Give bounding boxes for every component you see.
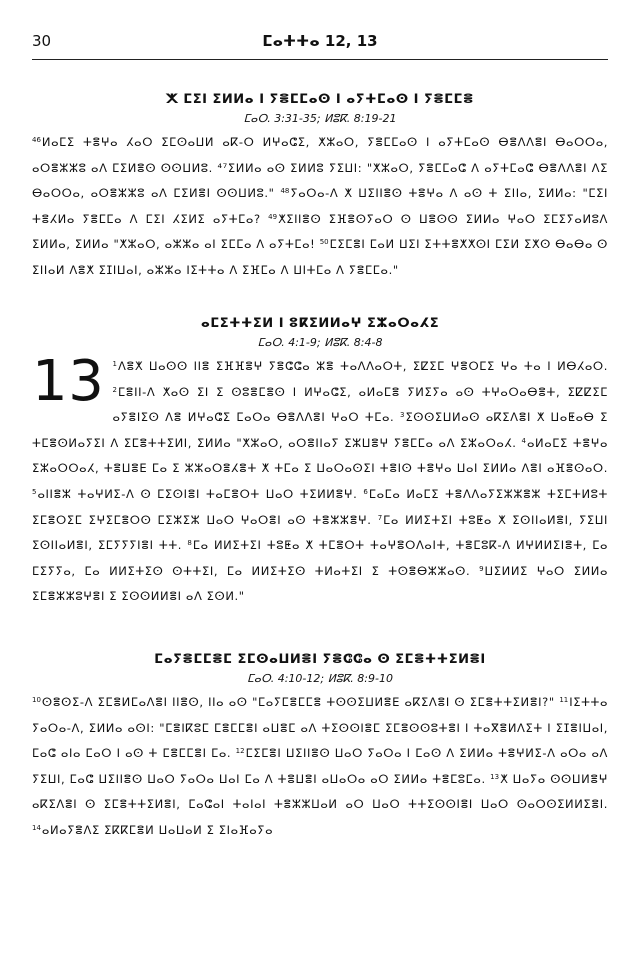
section-title: ⵅ ⵎⵉⵏ ⵉⵍⵍⴰ ⵏ ⵢⴻⵎⵎⴰⵙ ⵏ ⴰⵢⵜⵎⴰⵙ ⵏ ⵢⴻⵎⵎⴻ	[166, 92, 474, 107]
verse-number: 4	[521, 436, 526, 445]
verse-text: ⵎⵉⵎⴻⵏ ⵡⵉⵏⵏⴻⵙ ⵡⴰⵔ ⵢⴰⵔⴰ ⵏ ⵎⴰⵙ ⴷ ⵉⵍⵍⴰ ⵜⴻⵖⵍⵉ-ⴷ ⴰⵔⴰ ⴰⴷ ⵢⵉⵡⵏ, ⵎⴰⵛ ⵡⵉⵏⵏⴻⵙ ⵡⴰⵔ ⵢⴰⵔⴰ ⵡⴰⵏ ⵎⴰ ⴷ ⵜⴻⵡⴻⵏ ⴰⵡⴰⵔⴰ ⴰⵔ ⵉⵍⵍⴰ ⵜⴻⵎⵓⵎⴰ.	[32, 746, 608, 786]
running-title: ⵎⴰⵜⵜⴰ 12, 13	[262, 32, 378, 50]
verse-text: ⴷⴻⵅ ⵡⴰⵙⵙ ⵏⵏⴻ ⵉⴼⴼⴻⵖ ⵢⴻⵛⵛⴰ ⵣⴻ ⵜⴰⴷⴷⴰⵔⵜ, ⵉⵇⵉⵎ ⵖⴻⵔⵎⵉ ⵖⴰ ⵜⴰ ⵏ ⵍⴱⵃⴰⵔ.	[117, 359, 608, 373]
verse-number: 11	[559, 696, 569, 704]
section-1	[32, 90, 608, 284]
paragraph	[32, 690, 608, 844]
verse-text: ⵎⴰⵎⴰ ⵍⴰⵎⵉ ⵜⴻⴷⴷⴰⵢⵉⵣⵣⴻⵣ ⵜⵉⵎⵜⵍⵓⵜ ⵉⵎⴻⵔⵉⵎ ⵉⵖⵉⵎⴻⵔⵙ ⵎⵉⵣⵉⵣ ⵡⴰⵔ ⵖⴰⵔⴻⵏ ⴰⵙ ⵜⴻⵣⵣⴻⵖ.	[32, 486, 608, 527]
verse-text: ⵍⴰⵎⵉ ⵜⴻⵖⴰ ⵃⴰⵔ ⵉⵎⵙⴰⵡⵍ ⴰⴽ-ⵔ ⵍⵖⴰⵛⵉ, ⵅⵣⴰⵔ, ⵢⴻⵎⵎⴰⵙ ⵏ ⴰⵢⵜⵎⴰⵙ ⴱⴻⴷⴷⴻⵏ ⴱⴰⵔⵔⴰ, ⴰⵔⴻⵣⵣⵓ ⴰⴷ ⵎⵉⵍⴻⵙ ⵙⵙⵡⵍⵓ. ⁴⁷ⵉⵍⵍⴰ ⴰⵙ ⵉⵍⵍⵓ ⵢⵉⵡⵏ: "ⵅⵣⴰⵔ, ⵢⴻⵎⵎⴰⵛ ⴷ ⴰⵢⵜⵎⴰⵛ ⴱⴻⴷⴷⴻⵏ ⴷⵉ ⴱⴰⵔⵔⴰ, ⴰⵔⴻⵣⵣⵓ ⴰⴷ ⵎⵉⵍⴻⵏ ⵙⵙⵡⵍⵓ."	[32, 135, 608, 201]
verse-text: ⵙⴻⵙⵉ-ⴷ ⵉⵎⴻⵍⵎⴰⴷⴻⵏ ⵏⵏⴻⵙ, ⵏⵏⴰ ⴰⵙ "ⵎⴰⵢⵎⴻⵎⵎⴻ ⵜⵙⵙⵉⵡⵍⴻⴹ ⴰⴽⵉⴷⴻⵏ ⵙ ⵉⵎⴻⵜⵜⵉⵍⴻⵏ?"	[41, 695, 555, 709]
verse-text: ⵎⴰ ⵍⵍⵉⵜⵉⵏ ⵜⵓⵟⴰ ⵅ ⵜⵎⴻⵔⵜ ⵜⴰⵖⴻⵔⴷⴰⵏⵜ, ⵜⴻⵎⵓⴽ-ⴷ ⵍⵖⵍⵍⵉⵏⴻⵜ, ⵎⴰ ⵎⵉⵢⵢⴰ, ⵎⴰ ⵍⵍⵉⵜⵉⵙ ⵙⵜⵜⵉⵏ, ⵎⴰ ⵍⵍⵉⵜⵉⵙ ⵜⵍⴰⵜⵉⵏ ⵉ ⵜⵙⴻⴱⵣⵣⴰⵙ.	[32, 538, 608, 578]
section-reference: ⵎⴰⵔ. 4:1-9; ⵍⵓⴽ. 8:4-8	[257, 336, 383, 349]
verse-number: 3	[399, 411, 405, 420]
verse-number: 10	[32, 696, 41, 704]
verse-number: 48	[280, 187, 290, 196]
verse-text: ⵢⴰⵔⴰ-ⴷ ⵅ ⵡⵉⵏⵏⴻⵙ ⵜⴻⵖⴰ ⴷ ⴰⵙ ⵜ ⵉⵏⵏⴰ, ⵉⵍⵍⴰ: "ⵎⵉⵏ ⵜⴻⵃⵍⴰ ⵢⴻⵎⵎⴰ ⴷ ⵎⵉⵏ ⵃⵉⵍⵉ ⴰⵢⵜⵎⴰ?	[32, 186, 608, 226]
section-reference: ⵎⴰⵔ. 4:10-12; ⵍⵓⴽ. 8:9-10	[247, 672, 393, 685]
verse-number: 8	[187, 539, 192, 548]
verse-text: ⵎⴰ ⵍⵍⵉⵜⵉⵏ ⵜⵓⵟⴰ ⵅ ⵉⵙⵏⵏⴰⵍⴻⵏ, ⵢⵉⵡⵏ ⵉⵙⵏⵏⴰⵍⴻⵏ, ⵉⵎⵢⵢⵢⵏⴻⵏ ⵜⵜ.	[32, 512, 608, 553]
verse-text: ⴰⵍⴰⵎⵉ ⵜⴻⵖⴰ ⵉⵣⴰⵔⵔⴰⵃ, ⵜⴻⵡⴻⴹ ⵎⴰ ⵉ ⵣⵣⴰⵔⴻⵃⴻⵜ ⵅ ⵜⵎⴰ ⵉ ⵡⴰⵔⴰⵙⵉⵏ ⵜⴻⵏⵙ ⵜⴻⵖⴰ ⵡⴰⵏ ⵉⵍⵍⴰ ⴷⴻⵏ ⴰⴼⴻⵙⴰⵔ.	[32, 435, 609, 476]
verse-number: 49	[268, 212, 278, 221]
header-rule	[32, 59, 608, 60]
section-3	[32, 650, 608, 844]
verse-text: ⴰⵍⴰⵢⴻⴷⵉ ⵉⴽⴽⵎⴻⵍ ⵡⴰⵡⴰⵍ ⵉ ⵉⵏⴰⴼⴰⵢⴰ	[41, 822, 274, 837]
verse-text: ⵅ ⵡⴰⵢⴰ ⵙⵙⵡⵍⴻⵖ ⴰⴽⵉⴷⴻⵏ ⵙ ⵉⵎⴻⵜⵜⵉⵍⴻⵏ, ⵎⴰⵛⴰⵏ ⵜⴰⵏⴰⵏ ⵜⴻⵣⵣⵡⴰⵍ ⴰⵔ ⵡⴰⵔ ⵜⵜⵉⵙⵙⵏⴻⵏ ⵡⴰⵔ ⵙⴰⵔⵙⵉⵍⵍⵉⴻⵏ.	[32, 771, 608, 812]
verse-number: 7	[377, 513, 383, 522]
page-header	[32, 24, 608, 54]
verse-number: 9	[479, 564, 484, 573]
verse-number: 13	[490, 772, 500, 781]
verse-number: 5	[32, 487, 37, 496]
section-title: ⴰⵎⵉⵜⵜⵉⵍ ⵏ ⵓⴽⵉⵍⵍⴰⵖ ⵉⵣⴰⵔⴰⵃⵉ	[200, 316, 440, 331]
verse-text: ⵎⴻⵏⵏ-ⴷ ⵅⴰⵙ ⵉⵏ ⵉ ⵙⵓⴻⵎⴻⵙ ⵏ ⵍⵖⴰⵛⵉ, ⴰⵍⴰⵎⴻ ⵢⵍⵉⵢⴰ ⴰⵙ ⵜⵖⴰⵔⴰⴱⴻⵜ, ⵉⵇⵇⵉⵎ ⴰⵢⴻⵏⵉⵙ ⴷⴻ ⵍⵖⴰⵛⵉ ⵎⴰⵔⴰ ⴱⴻⴷⴷⴻⵏ ⵖⴰⵔ ⵜⵎⴰ.	[112, 384, 608, 425]
verse-text: ⵡⵉⵍⵍⵉ ⵖⴰⵔ ⵉⵍⵍⴰ ⵉⵎⴻⵣⵣⵓⵖⴻⵏ ⵉ ⵉⵙⵙⵍⵍⴻⵏ ⴰⴷ ⵉⵙⵍ."	[32, 563, 609, 604]
verse-number: 50	[319, 238, 329, 247]
paragraph	[32, 349, 609, 610]
verse-number: 46	[32, 136, 41, 144]
verse-text: ⵉⵙⵙⵉⵡⵍⴰⵙ ⴰⴽⵉⴷⴻⵏ ⵅ ⵡⴰⵟⴰⴱ ⵉ ⵜⵎⴻⵙⵍⴰⵢⵉⵏ ⴷ ⵉⵎⴻⵜⵜⵉⵍⵏ, ⵉⵍⵍⴰ "ⵅⵣⴰⵔ, ⴰⵔⴻⵏⵏⴰⵢ ⵉⵣⵡⴻⵖ ⵢⴻⵎⵎⴰ ⴰⴷ ⵉⵣⴰⵔⴰⵃ.	[32, 410, 608, 450]
verse-number: 1	[112, 360, 117, 368]
section-title: ⵎⴰⵢⴻⵎⵎⴻⵎ ⵉⵎⵙⴰⵡⵍⴻⵏ ⵢⴻⵛⵛⴰ ⵙ ⵉⵎⴻⵜⵜⵉⵍⴻⵏ	[154, 652, 486, 667]
verse-text: ⴰⵏⵏⴻⵣ ⵜⴰⵖⵍⵉ-ⴷ ⵙ ⵎⵉⵙⵏⴻⵏ ⵜⴰⵎⴻⵔⵜ ⵡⴰⵔ ⵜⵉⵍⵍⴻⵖ.	[37, 486, 358, 501]
paragraph	[32, 130, 608, 284]
section-reference: ⵎⴰⵔ. 3:31-35; ⵍⵓⴽ. 8:19-21	[243, 112, 397, 125]
verse-number: 6	[363, 487, 368, 496]
page-number: 30	[32, 32, 52, 50]
verse-number: 14	[32, 823, 41, 832]
chapter-number: 13	[32, 349, 105, 414]
verse-text: ⵅⵉⵏⵏⴻⵙ ⵉⴼⴻⵙⵢⴰⵔ ⵙ ⵡⴻⵙⵙ ⵉⵍⵍⴰ ⵖⴰⵔ ⵉⵎⵉⵢⴰⵍⵓⴷ ⵉⵍⵍⴰ, ⵉⵍⵍⴰ "ⵅⵣⴰⵔ, ⴰⵣⵣⴰ ⴰⵏ ⵉⵎⵎⴰ ⴷ ⴰⵢⵜⵎⴰ!	[32, 211, 608, 252]
verse-number: 12	[235, 747, 245, 756]
verse-number: 2	[112, 385, 117, 394]
verse-text: ⵏⵉⵜⵜⴰ ⵢⴰⵔⴰ-ⴷ, ⵉⵍⵍⴰ ⴰⵙⵏ: "ⵎⴻⵏⴽⵓⵎ ⵎⴻⵎⵎⴻⵏ ⴰⵡⴻⵎ ⴰⴷ ⵜⵉⵙⵙⵏⴻⵎ ⵉⵎⴻⵙⵙⵓⵜⴻⵏ ⵏ ⵜⴰⴳⴻⵍⴷⵉⵜ ⵏ ⵉⵊⴻⵏⵡⴰⵏ, ⵎⴰⵛ ⴰⵏⴰ ⵎⴰⵔ ⵏ ⴰⵙ ⵜ ⵎⴻⵎⵎⴻⵏ ⵎⴰ.	[32, 695, 608, 761]
verse-text: ⵎⵉⵎⴻⵏ ⵎⴰⵍ ⵡⵉⵏ ⵉⵜⵜⴻⵅⵅⵙⵏ ⵎⵉⵍ ⵉⵅⵙ ⴱⴰⴱⴰ ⵙ ⵉⵏⵏⴰⵍ ⴷⴻⵅ ⵉⵊⵏⵡⴰⵏ, ⴰⵣⵣⴰ ⵏⵉⵜⵜⴰ ⴷ ⵉⴼⵎⴰ ⴷ ⵡⵏⵜⵎⴰ ⴷ ⵢⴻⵎⵎⴰ."	[32, 237, 608, 277]
section-2	[32, 314, 608, 610]
